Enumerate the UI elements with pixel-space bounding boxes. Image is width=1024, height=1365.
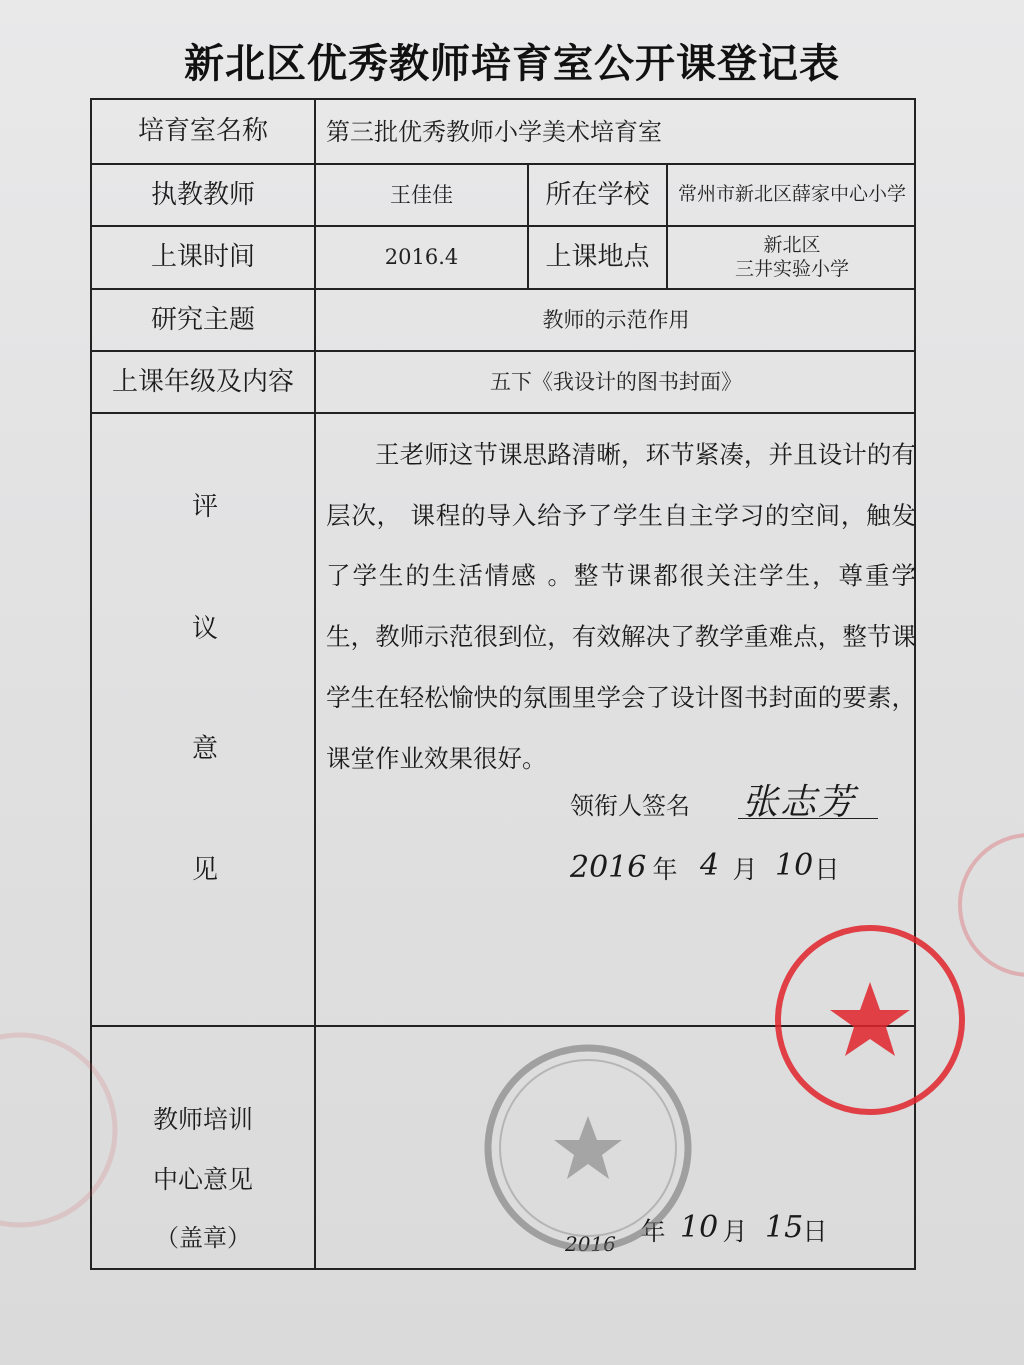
center-date-year-unit: 年	[640, 1217, 666, 1247]
school-value: 常州市新北区薛家中心小学	[677, 183, 906, 206]
room-name-value: 第三批优秀教师小学美术培育室	[326, 117, 662, 146]
place-value-line2: 三井实验小学	[734, 257, 849, 280]
center-date-year: 2016	[565, 1232, 616, 1256]
training-center-seal	[478, 1038, 698, 1258]
comment-date-day-unit: 日	[814, 855, 840, 885]
grade-content-label: 上课年级及内容	[111, 366, 294, 397]
center-date-month-unit: 月	[722, 1217, 748, 1247]
document-title: 新北区优秀教师培育室公开课登记表	[184, 41, 840, 87]
grade-content-value: 五下《我设计的图书封面》	[490, 369, 742, 394]
center-date-day-unit: 日	[802, 1217, 828, 1247]
center-date-day: 15	[765, 1210, 804, 1245]
topic-label: 研究主题	[150, 304, 255, 335]
signer-label: 领衔人签名	[570, 792, 690, 820]
comment-text: 王老师这节课思路清晰，环节紧凑，并且设计的有层次， 课程的导入给予了学生自主学习的空间，触发了学生的生活情感 。整节课都很关注学生，尊重学生，教师示范很到位，有效解决了教学重难点，整节课学生在轻松愉快的氛围里学会了设计图书封面的要素，课堂作业效果很好。	[326, 440, 916, 773]
comment-date-month-unit: 月	[732, 855, 758, 885]
place-value	[668, 227, 916, 288]
comment-label-char: 见	[191, 854, 218, 885]
time-value: 2016.4	[384, 245, 459, 270]
comment-date-day: 10	[775, 848, 814, 883]
center-label-line1: 教师培训	[152, 1105, 253, 1135]
comment-label-char: 评	[191, 491, 218, 522]
comment-date-year: 2016	[570, 850, 647, 885]
signature-line	[738, 818, 878, 819]
partial-seal-left	[0, 1030, 130, 1230]
time-label: 上课时间	[150, 242, 255, 273]
center-date-month: 10	[680, 1210, 719, 1245]
school-label: 所在学校	[545, 179, 650, 210]
place-value-line1: 新北区	[763, 233, 821, 256]
topic-value: 教师的示范作用	[542, 307, 690, 332]
place-label: 上课地点	[545, 242, 650, 273]
handwritten-signature: 张志芳	[742, 782, 857, 823]
comment-label-char: 议	[191, 613, 218, 644]
center-label-line2: 中心意见	[152, 1165, 253, 1195]
teacher-label: 执教教师	[150, 179, 255, 210]
teacher-value: 王佳佳	[390, 182, 453, 207]
room-name-label: 培育室名称	[137, 116, 268, 147]
comment-label-char: 意	[191, 733, 218, 764]
partial-seal-edge	[930, 830, 1024, 980]
row-divider	[90, 412, 916, 414]
comment-text-block	[326, 425, 916, 789]
center-label-line3: （盖章）	[155, 1224, 251, 1252]
comment-date-month: 4	[700, 848, 720, 883]
comment-date-year-unit: 年	[652, 855, 678, 885]
